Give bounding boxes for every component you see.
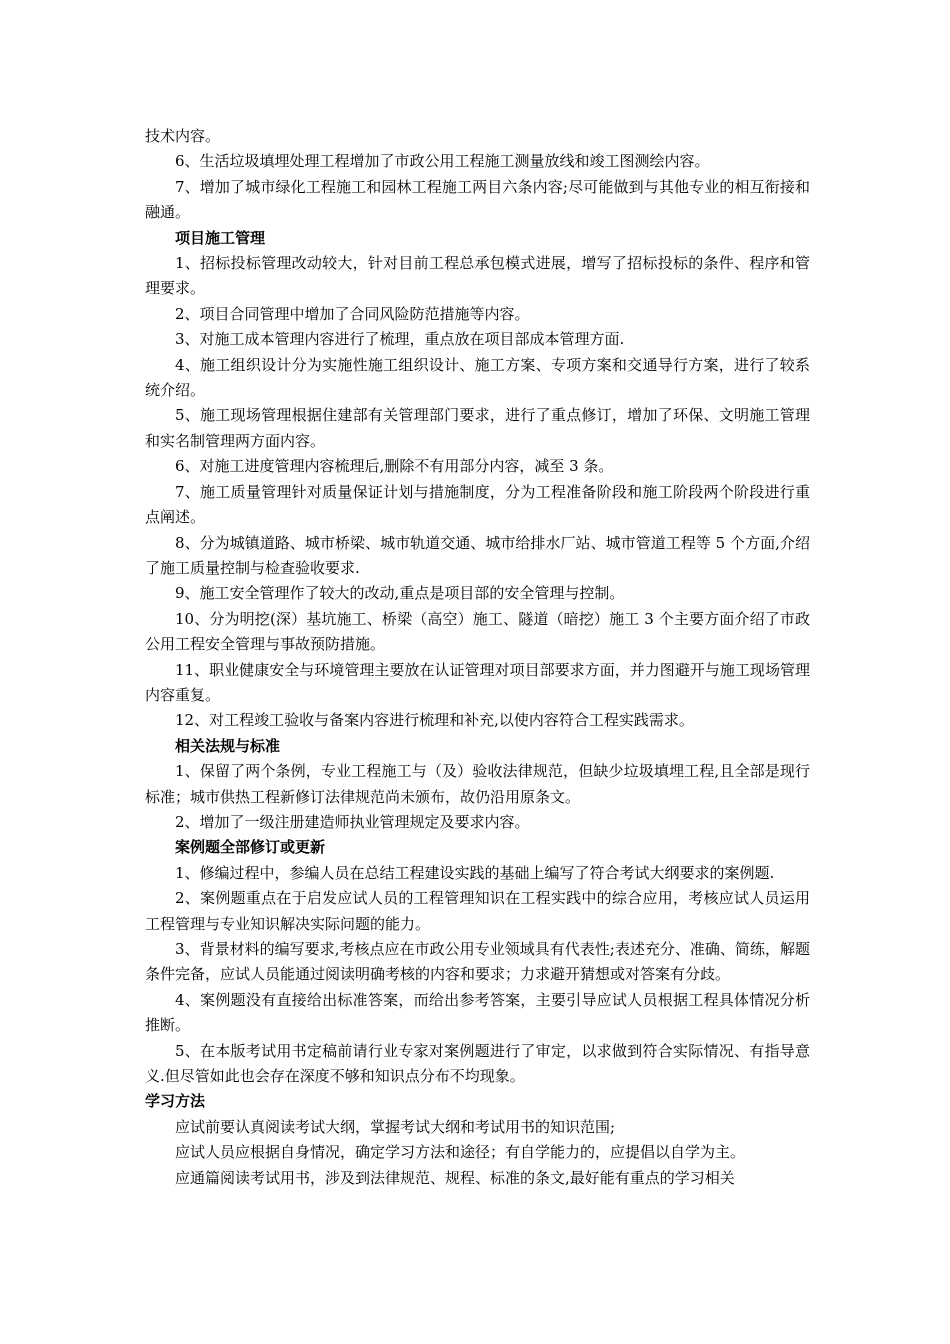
paragraph: 6、对施工进度管理内容梳理后,删除不有用部分内容，减至 3 条。 [175,457,614,476]
paragraph: 8、分为城镇道路、城市桥梁、城市轨道交通、城市给排水厂站、城市管道工程等 5 个方面,介绍了施工质量控制与检查验收要求. [145,533,810,577]
section-heading: 学习方法 [145,1092,206,1111]
paragraph: 9、施工安全管理作了较大的改动,重点是项目部的安全管理与控制。 [175,584,625,603]
paragraph: 3、背景材料的编写要求,考核点应在市政公用专业领域具有代表性;表述充分、准确、简练，解题条件完备，应试人员能通过阅读明确考核的内容和要求；力求避开猜想或对答案有分歧。 [145,940,810,984]
paragraph: 5、在本版考试用书定稿前请行业专家对案例题进行了审定，以求做到符合实际情况、有指导意义.但尽管如此也会存在深度不够和知识点分布不均现象。 [145,1041,810,1086]
section-heading: 项目施工管理 [175,228,266,247]
paragraph: 应试人员应根据自身情况，确定学习方法和途径；有自学能力的，应提倡以自学为主。 [175,1143,746,1162]
document-body [145,124,810,1191]
paragraph: 2、项目合同管理中增加了合同风险防范措施等内容。 [175,304,530,323]
paragraph: 7、施工质量管理针对质量保证计划与措施制度，分为工程准备阶段和施工阶段两个阶段进行重点阐述。 [145,482,810,527]
paragraph: 10、分为明挖(深）基坑施工、桥梁（高空）施工、隧道（暗挖）施工 3 个主要方面介绍了市政公用工程安全管理与事故预防措施。 [145,609,810,654]
paragraph: 5、施工现场管理根据住建部有关管理部门要求，进行了重点修订，增加了环保、文明施工管理和实名制管理两方面内容。 [145,406,810,450]
paragraph: 3、对施工成本管理内容进行了梳理，重点放在项目部成本管理方面. [175,330,625,349]
paragraph: 1、招标投标管理改动较大，针对目前工程总承包模式进展，增写了招标投标的条件、程序和管理要求。 [145,254,810,298]
paragraph: 11、职业健康安全与环境管理主要放在认证管理对项目部要求方面，并力图避开与施工现场管理内容重复。 [145,660,810,704]
paragraph: 1、保留了两个条例，专业工程施工与（及）验收法律规范，但缺少垃圾填埋工程,且全部是现行标准；城市供热工程新修订法律规范尚未颁布，故仍沿用原条文。 [145,762,810,806]
paragraph: 12、对工程竣工验收与备案内容进行梳理和补充,以使内容符合工程实践需求。 [175,711,694,730]
paragraph: 4、案例题没有直接给出标准答案，而给出参考答案，主要引导应试人员根据工程具体情况分析推断。 [145,990,810,1035]
paragraph: 技术内容。 [145,127,221,145]
section-heading: 相关法规与标准 [175,736,281,755]
paragraph: 应通篇阅读考试用书，涉及到法律规范、规程、标准的条文,最好能有重点的学习相关 [175,1168,735,1187]
paragraph: 4、施工组织设计分为实施性施工组织设计、施工方案、专项方案和交通导行方案，进行了较系统介绍。 [145,355,810,400]
paragraph: 2、案例题重点在于启发应试人员的工程管理知识在工程实践中的综合应用，考核应试人员运用工程管理与专业知识解决实际问题的能力。 [145,889,810,933]
section-heading: 案例题全部修订或更新 [175,838,326,857]
paragraph: 2、增加了一级注册建造师执业管理规定及要求内容。 [175,812,530,831]
paragraph: 7、增加了城市绿化工程施工和园林工程施工两目六条内容;尽可能做到与其他专业的相互衔接和融通。 [145,177,810,222]
paragraph: 应试前要认真阅读考试大纲，掌握考试大纲和考试用书的知识范围; [175,1117,616,1136]
paragraph: 1、修编过程中，参编人员在总结工程建设实践的基础上编写了符合考试大纲要求的案例题. [175,863,775,882]
paragraph: 6、生活垃圾填埋处理工程增加了市政公用工程施工测量放线和竣工图测绘内容。 [175,152,710,171]
